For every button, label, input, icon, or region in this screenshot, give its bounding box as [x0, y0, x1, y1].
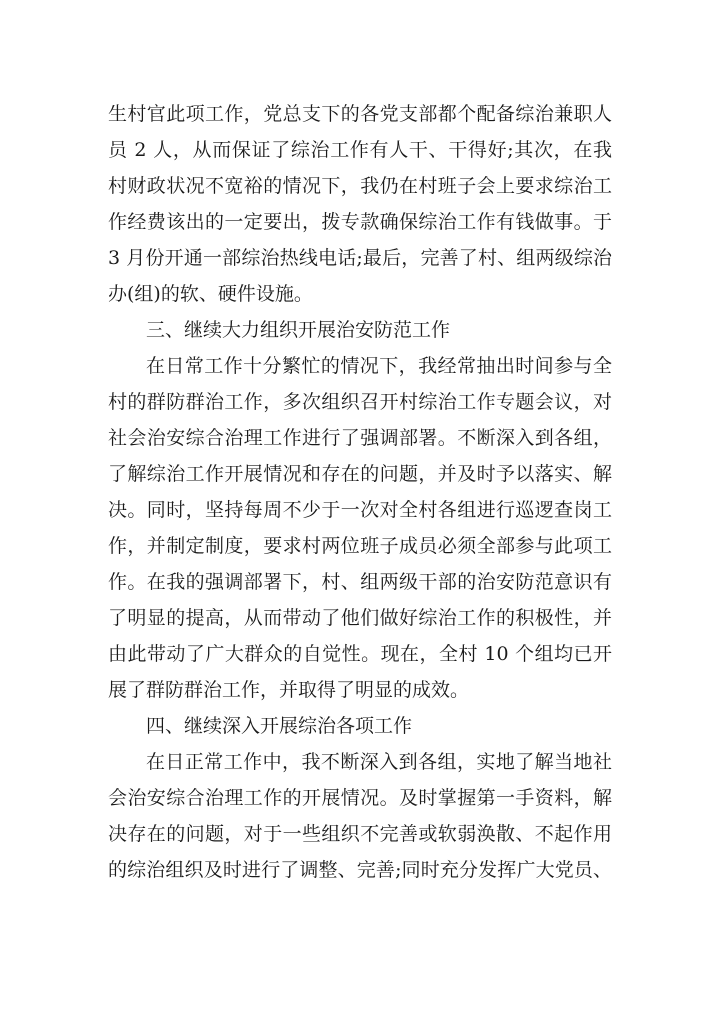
text-line: 决。同时，坚持每周不少于一次对全村各组进行巡逻查岗工 [108, 499, 612, 521]
text-line: 在日常工作十分繁忙的情况下，我经常抽出时间参与全 [146, 355, 612, 377]
text-line: 了解综治工作开展情况和存在的问题，并及时予以落实、解 [108, 463, 612, 485]
section-heading: 三、继续大力组织开展治安防范工作 [146, 319, 451, 341]
section-heading: 四、继续深入开展综治各项工作 [146, 715, 413, 737]
text-line: 村财政状况不宽裕的情况下，我仍在村班子会上要求综治工 [108, 175, 612, 197]
text-line: 决存在的问题，对于一些组织不完善或软弱涣散、不起作用 [108, 823, 612, 845]
text-line: 在日正常工作中，我不断深入到各组，实地了解当地社 [146, 751, 612, 773]
text-line: 的综治组织及时进行了调整、完善;同时充分发挥广大党员、 [108, 859, 612, 881]
text-line: 展了群防群治工作，并取得了明显的成效。 [108, 679, 470, 701]
text-line: 员 2 人，从而保证了综治工作有人干、干得好;其次，在我 [108, 139, 612, 161]
text-line: 由此带动了广大群众的自觉性。现在，全村 10 个组均已开 [108, 643, 612, 665]
text-line: 作。在我的强调部署下，村、组两级干部的治安防范意识有 [108, 571, 612, 593]
text-line: 了明显的提高，从而带动了他们做好综治工作的积极性，并 [108, 607, 612, 629]
text-line: 会治安综合治理工作的开展情况。及时掌握第一手资料，解 [108, 787, 612, 809]
text-line: 村的群防群治工作，多次组织召开村综治工作专题会议，对 [108, 391, 612, 413]
text-line: 作经费该出的一定要出，拨专款确保综治工作有钱做事。于 [108, 211, 612, 233]
text-line: 社会治安综合治理工作进行了强调部署。不断深入到各组， [108, 427, 612, 449]
text-line: 生村官此项工作，党总支下的各党支部都个配备综治兼职人 [108, 103, 612, 125]
text-line: 办(组)的软、硬件设施。 [108, 283, 313, 305]
text-line: 3 月份开通一部综治热线电话;最后，完善了村、组两级综治 [108, 247, 612, 269]
text-line: 作，并制定制度，要求村两位班子成员必须全部参与此项工 [108, 535, 612, 557]
